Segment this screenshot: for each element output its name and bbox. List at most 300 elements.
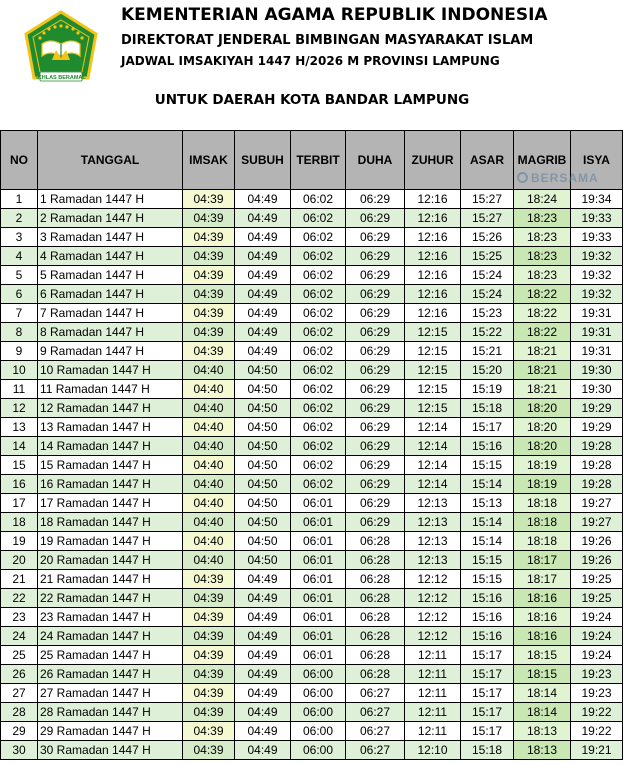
cell-duha: 06:29 (346, 228, 405, 247)
cell-isya: 19:31 (571, 304, 623, 323)
cell-no: 2 (1, 209, 38, 228)
cell-terbit: 06:02 (291, 304, 346, 323)
table-row (1, 361, 623, 380)
cell-terbit: 06:00 (291, 741, 346, 760)
cell-zuhur: 12:11 (405, 684, 461, 703)
cell-imsak: 04:39 (183, 684, 235, 703)
cell-subuh: 04:49 (235, 323, 291, 342)
cell-magrib: 18:15 (514, 646, 571, 665)
cell-isya: 19:29 (571, 418, 623, 437)
cell-no: 20 (1, 551, 38, 570)
cell-duha: 06:29 (346, 513, 405, 532)
cell-duha: 06:29 (346, 456, 405, 475)
table-row (1, 190, 623, 209)
cell-imsak: 04:39 (183, 722, 235, 741)
ministry-title: KEMENTERIAN AGAMA REPUBLIK INDONESIA (121, 5, 548, 25)
cell-terbit: 06:00 (291, 684, 346, 703)
cell-magrib: 18:23 (514, 266, 571, 285)
cell-tanggal: 13 Ramadan 1447 H (38, 418, 183, 437)
cell-subuh: 04:49 (235, 209, 291, 228)
cell-magrib: 18:22 (514, 323, 571, 342)
cell-magrib: 18:21 (514, 380, 571, 399)
cell-no: 11 (1, 380, 38, 399)
cell-no: 23 (1, 608, 38, 627)
cell-subuh: 04:49 (235, 570, 291, 589)
cell-duha: 06:29 (346, 380, 405, 399)
cell-no: 15 (1, 456, 38, 475)
table-row (1, 209, 623, 228)
cell-duha: 06:29 (346, 361, 405, 380)
cell-terbit: 06:02 (291, 456, 346, 475)
table-row (1, 342, 623, 361)
cell-imsak: 04:39 (183, 323, 235, 342)
cell-isya: 19:31 (571, 323, 623, 342)
table-row (1, 665, 623, 684)
table-row (1, 380, 623, 399)
cell-subuh: 04:49 (235, 589, 291, 608)
cell-subuh: 04:49 (235, 304, 291, 323)
cell-isya: 19:26 (571, 532, 623, 551)
cell-subuh: 04:50 (235, 532, 291, 551)
cell-subuh: 04:50 (235, 361, 291, 380)
cell-asar: 15:17 (461, 646, 514, 665)
cell-duha: 06:29 (346, 323, 405, 342)
cell-terbit: 06:02 (291, 380, 346, 399)
table-row (1, 703, 623, 722)
cell-magrib: 18:23 (514, 247, 571, 266)
cell-isya: 19:34 (571, 190, 623, 209)
cell-asar: 15:24 (461, 266, 514, 285)
cell-isya: 19:24 (571, 627, 623, 646)
column-header-magrib: MAGRIB (514, 131, 571, 190)
cell-zuhur: 12:11 (405, 703, 461, 722)
cell-duha: 06:29 (346, 418, 405, 437)
imsakiyah-table (0, 130, 623, 760)
cell-imsak: 04:40 (183, 399, 235, 418)
cell-duha: 06:29 (346, 342, 405, 361)
cell-subuh: 04:50 (235, 513, 291, 532)
cell-isya: 19:24 (571, 608, 623, 627)
cell-duha: 06:29 (346, 304, 405, 323)
cell-imsak: 04:40 (183, 437, 235, 456)
cell-magrib: 18:18 (514, 494, 571, 513)
cell-magrib: 18:21 (514, 342, 571, 361)
cell-magrib: 18:13 (514, 722, 571, 741)
cell-terbit: 06:00 (291, 703, 346, 722)
cell-asar: 15:16 (461, 437, 514, 456)
cell-subuh: 04:49 (235, 228, 291, 247)
cell-terbit: 06:02 (291, 190, 346, 209)
cell-asar: 15:16 (461, 627, 514, 646)
cell-isya: 19:30 (571, 380, 623, 399)
cell-magrib: 18:19 (514, 475, 571, 494)
cell-isya: 19:28 (571, 437, 623, 456)
cell-terbit: 06:02 (291, 475, 346, 494)
cell-magrib: 18:18 (514, 513, 571, 532)
cell-terbit: 06:01 (291, 608, 346, 627)
cell-isya: 19:32 (571, 266, 623, 285)
cell-imsak: 04:40 (183, 551, 235, 570)
cell-tanggal: 30 Ramadan 1447 H (38, 741, 183, 760)
cell-magrib: 18:17 (514, 570, 571, 589)
table-row (1, 551, 623, 570)
cell-asar: 15:27 (461, 190, 514, 209)
cell-no: 28 (1, 703, 38, 722)
cell-imsak: 04:40 (183, 361, 235, 380)
cell-subuh: 04:49 (235, 703, 291, 722)
table-body (1, 190, 623, 760)
cell-zuhur: 12:15 (405, 399, 461, 418)
cell-zuhur: 12:14 (405, 437, 461, 456)
cell-asar: 15:22 (461, 323, 514, 342)
cell-subuh: 04:49 (235, 247, 291, 266)
schedule-title: JADWAL IMSAKIYAH 1447 H/2026 M PROVINSI LAMPUNG (121, 54, 500, 68)
cell-no: 9 (1, 342, 38, 361)
cell-imsak: 04:40 (183, 456, 235, 475)
cell-zuhur: 12:16 (405, 247, 461, 266)
cell-subuh: 04:49 (235, 627, 291, 646)
cell-magrib: 18:16 (514, 627, 571, 646)
watermark-text: BERSAMA (531, 171, 599, 185)
cell-isya: 19:21 (571, 741, 623, 760)
cell-no: 4 (1, 247, 38, 266)
cell-isya: 19:23 (571, 684, 623, 703)
cell-asar: 15:16 (461, 608, 514, 627)
table-row (1, 570, 623, 589)
cell-zuhur: 12:15 (405, 361, 461, 380)
table-row (1, 722, 623, 741)
table-row (1, 741, 623, 760)
cell-isya: 19:31 (571, 342, 623, 361)
column-header-duha: DUHA (346, 131, 405, 190)
cell-zuhur: 12:13 (405, 551, 461, 570)
cell-no: 21 (1, 570, 38, 589)
cell-imsak: 04:40 (183, 513, 235, 532)
cell-terbit: 06:00 (291, 665, 346, 684)
cell-duha: 06:29 (346, 494, 405, 513)
cell-terbit: 06:01 (291, 589, 346, 608)
table-row (1, 475, 623, 494)
cell-duha: 06:28 (346, 608, 405, 627)
cell-zuhur: 12:11 (405, 722, 461, 741)
cell-tanggal: 10 Ramadan 1447 H (38, 361, 183, 380)
cell-magrib: 18:14 (514, 703, 571, 722)
cell-subuh: 04:49 (235, 722, 291, 741)
cell-asar: 15:25 (461, 247, 514, 266)
cell-zuhur: 12:11 (405, 665, 461, 684)
cell-isya: 19:33 (571, 228, 623, 247)
cell-no: 7 (1, 304, 38, 323)
column-header-imsak: IMSAK (183, 131, 235, 190)
cell-imsak: 04:39 (183, 266, 235, 285)
cell-zuhur: 12:15 (405, 380, 461, 399)
cell-imsak: 04:39 (183, 190, 235, 209)
table-row (1, 418, 623, 437)
column-header-tanggal: TANGGAL (38, 131, 183, 190)
cell-zuhur: 12:16 (405, 209, 461, 228)
cell-zuhur: 12:12 (405, 608, 461, 627)
cell-tanggal: 14 Ramadan 1447 H (38, 437, 183, 456)
cell-isya: 19:27 (571, 513, 623, 532)
cell-isya: 19:22 (571, 722, 623, 741)
cell-tanggal: 17 Ramadan 1447 H (38, 494, 183, 513)
table-row (1, 285, 623, 304)
column-header-no: NO (1, 131, 38, 190)
cell-zuhur: 12:16 (405, 285, 461, 304)
cell-duha: 06:29 (346, 190, 405, 209)
cell-magrib: 18:18 (514, 532, 571, 551)
cell-tanggal: 12 Ramadan 1447 H (38, 399, 183, 418)
table-row (1, 684, 623, 703)
cell-terbit: 06:01 (291, 627, 346, 646)
cell-magrib: 18:23 (514, 228, 571, 247)
cell-duha: 06:29 (346, 209, 405, 228)
cell-tanggal: 3 Ramadan 1447 H (38, 228, 183, 247)
table-row (1, 513, 623, 532)
cell-asar: 15:13 (461, 494, 514, 513)
cell-asar: 15:17 (461, 722, 514, 741)
cell-isya: 19:25 (571, 570, 623, 589)
cell-terbit: 06:02 (291, 323, 346, 342)
cell-subuh: 04:49 (235, 266, 291, 285)
cell-subuh: 04:49 (235, 741, 291, 760)
cell-asar: 15:14 (461, 475, 514, 494)
cell-tanggal: 8 Ramadan 1447 H (38, 323, 183, 342)
cell-zuhur: 12:14 (405, 475, 461, 494)
cell-imsak: 04:39 (183, 741, 235, 760)
cell-isya: 19:24 (571, 646, 623, 665)
cell-subuh: 04:49 (235, 646, 291, 665)
cell-no: 29 (1, 722, 38, 741)
column-header-subuh: SUBUH (235, 131, 291, 190)
cell-terbit: 06:02 (291, 209, 346, 228)
cell-no: 19 (1, 532, 38, 551)
cell-magrib: 18:20 (514, 399, 571, 418)
cell-duha: 06:28 (346, 532, 405, 551)
cell-tanggal: 11 Ramadan 1447 H (38, 380, 183, 399)
cell-tanggal: 26 Ramadan 1447 H (38, 665, 183, 684)
cell-zuhur: 12:15 (405, 323, 461, 342)
cell-no: 30 (1, 741, 38, 760)
table-row (1, 608, 623, 627)
cell-isya: 19:25 (571, 589, 623, 608)
cell-asar: 15:24 (461, 285, 514, 304)
cell-tanggal: 22 Ramadan 1447 H (38, 589, 183, 608)
cell-terbit: 06:02 (291, 247, 346, 266)
cell-tanggal: 25 Ramadan 1447 H (38, 646, 183, 665)
cell-zuhur: 12:12 (405, 589, 461, 608)
cell-tanggal: 9 Ramadan 1447 H (38, 342, 183, 361)
cell-isya: 19:23 (571, 665, 623, 684)
cell-magrib: 18:13 (514, 741, 571, 760)
cell-asar: 15:15 (461, 570, 514, 589)
cell-imsak: 04:39 (183, 646, 235, 665)
cell-asar: 15:21 (461, 342, 514, 361)
cell-tanggal: 28 Ramadan 1447 H (38, 703, 183, 722)
cell-asar: 15:18 (461, 741, 514, 760)
cell-no: 26 (1, 665, 38, 684)
cell-no: 12 (1, 399, 38, 418)
cell-duha: 06:29 (346, 475, 405, 494)
cell-isya: 19:28 (571, 456, 623, 475)
cell-subuh: 04:50 (235, 456, 291, 475)
cell-imsak: 04:39 (183, 665, 235, 684)
cell-magrib: 18:23 (514, 209, 571, 228)
cell-duha: 06:27 (346, 684, 405, 703)
cell-zuhur: 12:14 (405, 418, 461, 437)
cell-asar: 15:15 (461, 456, 514, 475)
cell-no: 17 (1, 494, 38, 513)
cell-terbit: 06:02 (291, 228, 346, 247)
cell-imsak: 04:39 (183, 589, 235, 608)
cell-imsak: 04:39 (183, 285, 235, 304)
cell-magrib: 18:19 (514, 456, 571, 475)
cell-asar: 15:15 (461, 551, 514, 570)
table-row (1, 494, 623, 513)
cell-isya: 19:28 (571, 475, 623, 494)
cell-magrib: 18:20 (514, 418, 571, 437)
cell-no: 24 (1, 627, 38, 646)
cell-asar: 15:16 (461, 589, 514, 608)
cell-imsak: 04:39 (183, 209, 235, 228)
cell-subuh: 04:50 (235, 380, 291, 399)
cell-duha: 06:28 (346, 627, 405, 646)
cell-zuhur: 12:16 (405, 304, 461, 323)
cell-no: 16 (1, 475, 38, 494)
column-header-asar: ASAR (461, 131, 514, 190)
cell-terbit: 06:02 (291, 399, 346, 418)
cell-asar: 15:14 (461, 513, 514, 532)
cell-no: 22 (1, 589, 38, 608)
cell-zuhur: 12:11 (405, 646, 461, 665)
cell-tanggal: 2 Ramadan 1447 H (38, 209, 183, 228)
cell-isya: 19:32 (571, 247, 623, 266)
cell-no: 27 (1, 684, 38, 703)
cell-subuh: 04:50 (235, 551, 291, 570)
cell-subuh: 04:49 (235, 665, 291, 684)
cell-tanggal: 19 Ramadan 1447 H (38, 532, 183, 551)
cell-asar: 15:17 (461, 665, 514, 684)
cell-duha: 06:28 (346, 665, 405, 684)
cell-duha: 06:29 (346, 437, 405, 456)
cell-terbit: 06:01 (291, 532, 346, 551)
cell-tanggal: 18 Ramadan 1447 H (38, 513, 183, 532)
cell-magrib: 18:22 (514, 285, 571, 304)
cell-imsak: 04:39 (183, 627, 235, 646)
table-row (1, 228, 623, 247)
cell-tanggal: 5 Ramadan 1447 H (38, 266, 183, 285)
cell-subuh: 04:50 (235, 399, 291, 418)
cell-imsak: 04:39 (183, 304, 235, 323)
table-row (1, 304, 623, 323)
cell-duha: 06:27 (346, 741, 405, 760)
logo-motto: IKHLAS BERAMAL (36, 75, 86, 81)
cell-isya: 19:27 (571, 494, 623, 513)
cell-subuh: 04:50 (235, 418, 291, 437)
cell-magrib: 18:24 (514, 190, 571, 209)
cell-terbit: 06:02 (291, 361, 346, 380)
cell-terbit: 06:01 (291, 551, 346, 570)
cell-tanggal: 24 Ramadan 1447 H (38, 627, 183, 646)
cell-imsak: 04:39 (183, 608, 235, 627)
cell-zuhur: 12:12 (405, 570, 461, 589)
cell-magrib: 18:16 (514, 608, 571, 627)
cell-subuh: 04:49 (235, 190, 291, 209)
cell-no: 5 (1, 266, 38, 285)
cell-imsak: 04:40 (183, 532, 235, 551)
cell-zuhur: 12:13 (405, 494, 461, 513)
cell-duha: 06:27 (346, 703, 405, 722)
cell-asar: 15:18 (461, 399, 514, 418)
cell-terbit: 06:02 (291, 285, 346, 304)
cell-terbit: 06:00 (291, 722, 346, 741)
cell-no: 13 (1, 418, 38, 437)
cell-imsak: 04:40 (183, 475, 235, 494)
cell-subuh: 04:49 (235, 684, 291, 703)
region-title: UNTUK DAERAH KOTA BANDAR LAMPUNG (154, 92, 470, 108)
cell-terbit: 06:02 (291, 342, 346, 361)
cell-zuhur: 12:12 (405, 627, 461, 646)
cell-duha: 06:28 (346, 551, 405, 570)
cell-tanggal: 7 Ramadan 1447 H (38, 304, 183, 323)
table-row (1, 532, 623, 551)
cell-duha: 06:28 (346, 646, 405, 665)
cell-no: 3 (1, 228, 38, 247)
cell-tanggal: 6 Ramadan 1447 H (38, 285, 183, 304)
cell-magrib: 18:22 (514, 304, 571, 323)
table-row (1, 589, 623, 608)
cell-duha: 06:29 (346, 266, 405, 285)
cell-subuh: 04:49 (235, 342, 291, 361)
cell-terbit: 06:01 (291, 646, 346, 665)
cell-isya: 19:32 (571, 285, 623, 304)
cell-tanggal: 1 Ramadan 1447 H (38, 190, 183, 209)
cell-duha: 06:28 (346, 570, 405, 589)
table-row (1, 437, 623, 456)
cell-terbit: 06:02 (291, 266, 346, 285)
cell-magrib: 18:16 (514, 589, 571, 608)
cell-tanggal: 4 Ramadan 1447 H (38, 247, 183, 266)
cell-zuhur: 12:14 (405, 456, 461, 475)
cell-tanggal: 20 Ramadan 1447 H (38, 551, 183, 570)
cell-asar: 15:17 (461, 684, 514, 703)
table-row (1, 646, 623, 665)
cell-imsak: 04:40 (183, 380, 235, 399)
table-row (1, 399, 623, 418)
cell-zuhur: 12:10 (405, 741, 461, 760)
cell-no: 1 (1, 190, 38, 209)
cell-subuh: 04:50 (235, 437, 291, 456)
cell-no: 18 (1, 513, 38, 532)
cell-no: 10 (1, 361, 38, 380)
cell-no: 14 (1, 437, 38, 456)
cell-no: 8 (1, 323, 38, 342)
cell-terbit: 06:01 (291, 513, 346, 532)
cell-isya: 19:22 (571, 703, 623, 722)
cell-isya: 19:30 (571, 361, 623, 380)
cell-imsak: 04:39 (183, 228, 235, 247)
cell-tanggal: 21 Ramadan 1447 H (38, 570, 183, 589)
cell-zuhur: 12:16 (405, 266, 461, 285)
cell-tanggal: 23 Ramadan 1447 H (38, 608, 183, 627)
column-header-isya: ISYA (571, 131, 623, 190)
cell-asar: 15:26 (461, 228, 514, 247)
cell-duha: 06:28 (346, 589, 405, 608)
table-row (1, 627, 623, 646)
cell-imsak: 04:39 (183, 703, 235, 722)
cell-zuhur: 12:15 (405, 342, 461, 361)
cell-subuh: 04:50 (235, 475, 291, 494)
